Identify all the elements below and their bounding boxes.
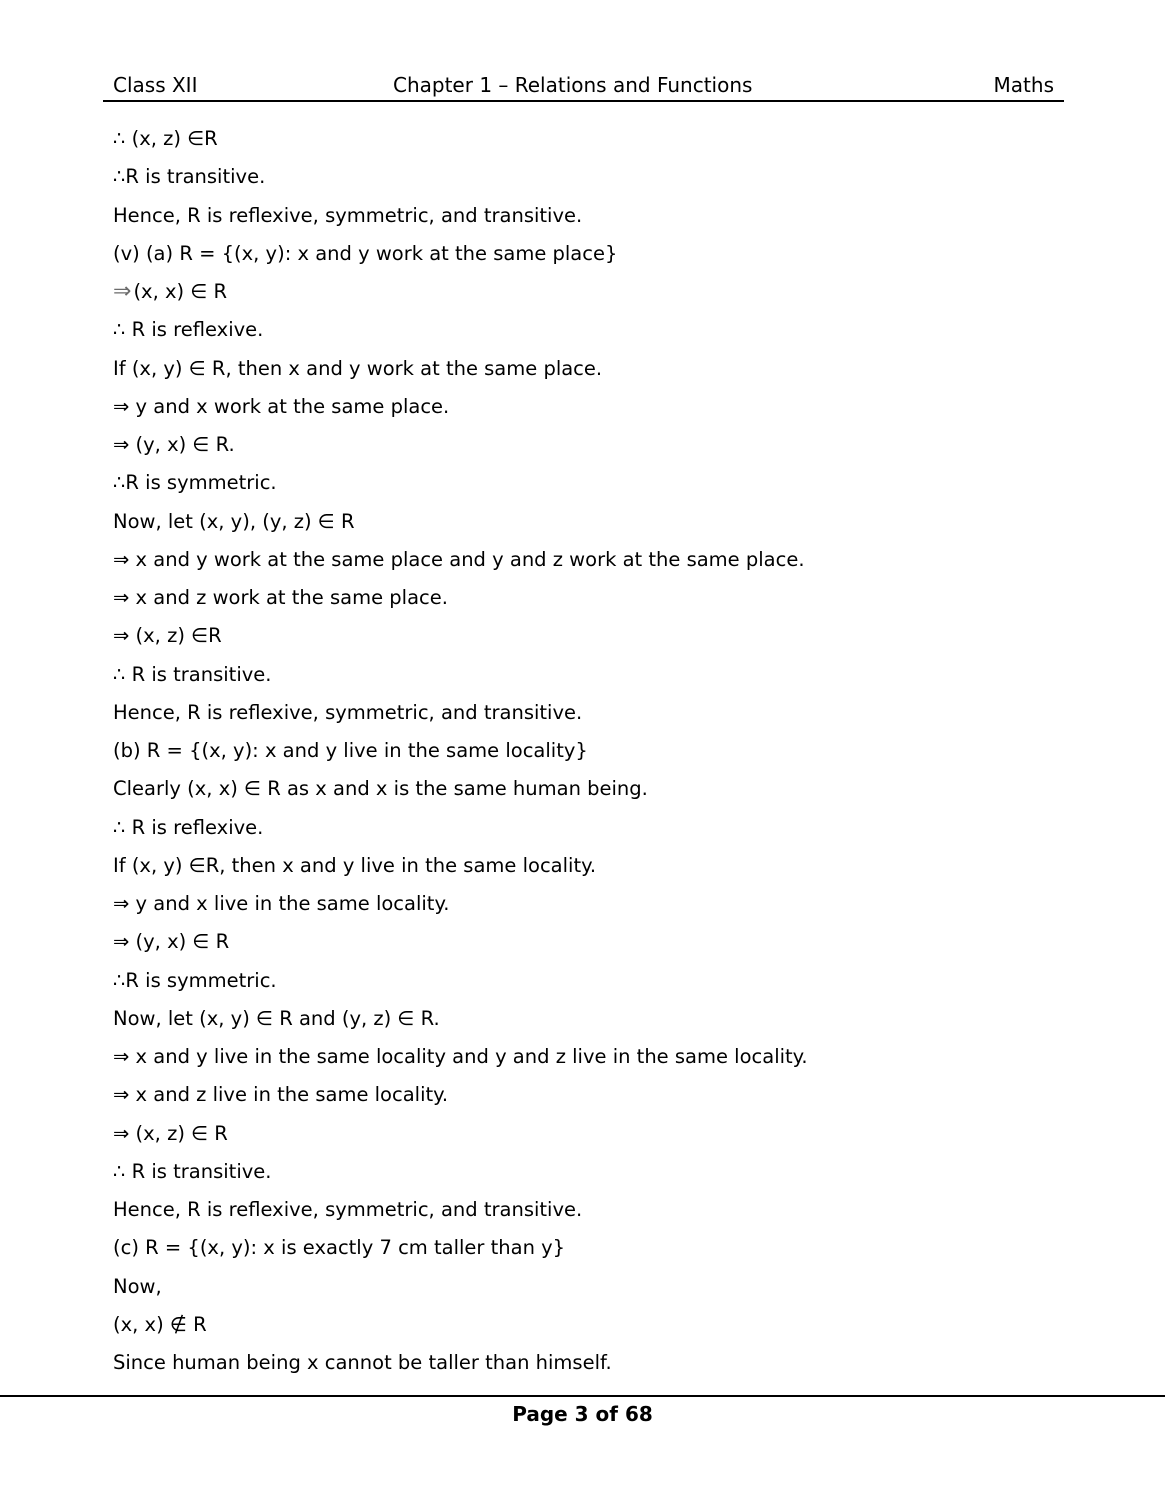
- text-line: ⇒ (y, x) ∈ R.: [113, 433, 235, 456]
- text-line: ⇒ (x, z) ∈ R: [113, 1121, 228, 1145]
- text-line: ⇒ (y, x) ∈ R: [113, 930, 230, 954]
- header-subject: Maths: [993, 73, 1054, 97]
- text-line: ∴ R is reflexive.: [113, 318, 264, 342]
- footer-divider: [0, 1395, 1165, 1397]
- text-line: ⇒ (x, z) ∈R: [113, 624, 222, 648]
- text-line: ⇒ x and z work at the same place.: [113, 586, 448, 609]
- text-line: Now, let (x, y) ∈ R and (y, z) ∈ R.: [113, 1006, 440, 1030]
- text-line: (c) R = {(x, y): x is exactly 7 cm taller than y}: [113, 1236, 566, 1260]
- text-line: ⇒ y and x live in the same locality.: [113, 892, 450, 915]
- text-line: (v) (a) R = {(x, y): x and y work at the same place}: [113, 241, 618, 265]
- text-line: If (x, y) ∈R, then x and y live in the same locality.: [113, 853, 597, 877]
- header-class: Class XII: [113, 73, 198, 97]
- text-line: Hence, R is reflexive, symmetric, and transitive.: [113, 700, 583, 724]
- text-line: ⇒ y and x work at the same place.: [113, 394, 450, 418]
- solution-body: [113, 120, 1053, 1382]
- text-line: If (x, y) ∈ R, then x and y work at the same place.: [113, 356, 603, 380]
- page-number: Page 3 of 68: [512, 1402, 653, 1426]
- text-line: ∴ R is reflexive.: [113, 815, 264, 839]
- text-line: ∴R is transitive.: [113, 165, 266, 189]
- text-line: ∴ R is transitive.: [113, 662, 272, 686]
- text-line-with-arrow: [113, 273, 1053, 311]
- text-line: (b) R = {(x, y): x and y live in the same locality}: [113, 739, 588, 762]
- text-line: ⇒ x and z live in the same locality.: [113, 1083, 449, 1107]
- page-header: [103, 70, 1064, 102]
- text-line: (x, x) ∉ R: [113, 1312, 207, 1336]
- implies-arrow-icon: ⇒: [113, 279, 132, 304]
- text-line: Now,: [113, 1274, 162, 1298]
- text-line: ∴ (x, z) ∈R: [113, 127, 218, 150]
- text-line: ∴R is symmetric.: [113, 471, 277, 495]
- text-line: Clearly (x, x) ∈ R as x and x is the same human being.: [113, 777, 648, 801]
- header-chapter: Chapter 1 – Relations and Functions: [393, 73, 753, 97]
- text-line: Hence, R is reflexive, symmetric, and transitive.: [113, 1198, 583, 1221]
- text-line: Now, let (x, y), (y, z) ∈ R: [113, 509, 355, 533]
- text-line: ∴R is symmetric.: [113, 968, 277, 992]
- text-line: (x, x) ∈ R: [133, 280, 228, 303]
- text-line: Hence, R is reflexive, symmetric, and transitive.: [113, 203, 583, 227]
- text-line: ⇒ x and y live in the same locality and y and z live in the same locality.: [113, 1045, 808, 1068]
- text-line: ∴ R is transitive.: [113, 1159, 272, 1183]
- text-line: ⇒ x and y work at the same place and y and z work at the same place.: [113, 547, 805, 571]
- text-line: Since human being x cannot be taller than himself.: [113, 1351, 612, 1374]
